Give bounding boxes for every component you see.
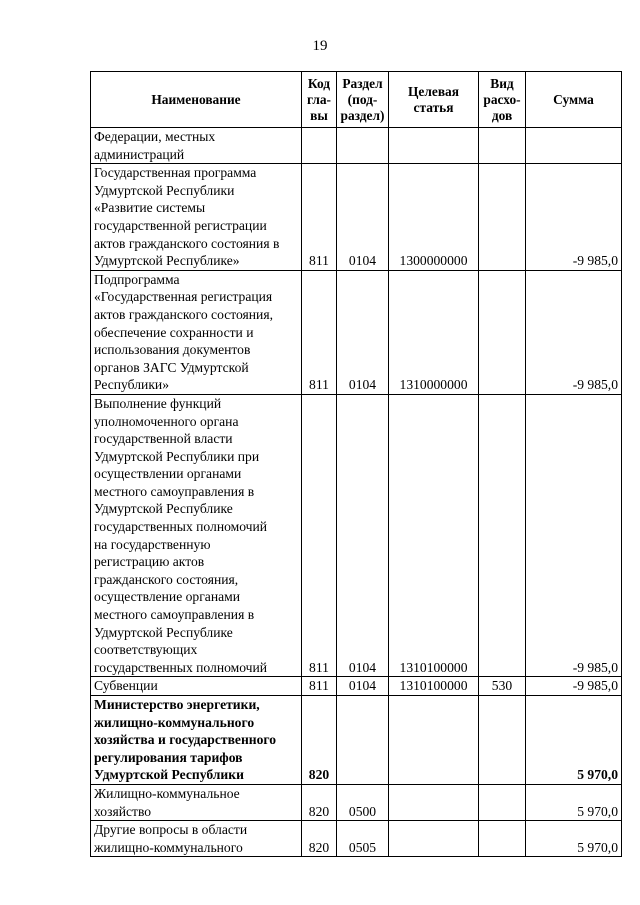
row-sum: -9 985,0	[526, 677, 622, 696]
row-section: 0104	[337, 164, 389, 271]
header-name-label: Наименование	[151, 91, 241, 107]
header-target: Целевая статья	[389, 72, 479, 128]
row-expense	[479, 270, 526, 394]
row-target	[389, 784, 479, 820]
row-sum: -9 985,0	[526, 394, 622, 677]
row-code: 811	[302, 164, 337, 271]
row-code: 820	[302, 821, 337, 857]
table-header-row	[91, 72, 622, 128]
header-sum-label: Сумма	[553, 91, 594, 107]
table-row	[91, 696, 622, 785]
row-section: 0104	[337, 270, 389, 394]
row-target: 1310000000	[389, 270, 479, 394]
table-row	[91, 677, 622, 696]
row-target	[389, 696, 479, 785]
row-target	[389, 128, 479, 164]
row-target	[389, 821, 479, 857]
row-expense	[479, 128, 526, 164]
row-code: 820	[302, 784, 337, 820]
row-section: 0500	[337, 784, 389, 820]
row-name: Субвенции	[91, 677, 302, 696]
row-code: 811	[302, 677, 337, 696]
row-section	[337, 696, 389, 785]
table-row	[91, 394, 622, 677]
header-name	[91, 72, 302, 128]
row-section: 0104	[337, 677, 389, 696]
row-expense	[479, 394, 526, 677]
table-row	[91, 784, 622, 820]
row-section: 0505	[337, 821, 389, 857]
row-code: 811	[302, 394, 337, 677]
row-sum	[526, 128, 622, 164]
table-row	[91, 164, 622, 271]
row-sum: -9 985,0	[526, 270, 622, 394]
table-row	[91, 128, 622, 164]
budget-table	[90, 71, 622, 857]
row-section	[337, 128, 389, 164]
table-row	[91, 821, 622, 857]
row-sum: 5 970,0	[526, 784, 622, 820]
row-name: Государственная программа Удмуртской Республики «Развитие системы государственной регистрации актов гражданского состояния в Удмуртской Республике»	[91, 164, 302, 271]
row-name: Другие вопросы в области жилищно-коммунального	[91, 821, 302, 857]
row-name: Жилищно-коммунальное хозяйство	[91, 784, 302, 820]
row-section: 0104	[337, 394, 389, 677]
row-sum: -9 985,0	[526, 164, 622, 271]
row-target: 1310100000	[389, 677, 479, 696]
row-expense	[479, 784, 526, 820]
row-sum: 5 970,0	[526, 821, 622, 857]
row-target: 1300000000	[389, 164, 479, 271]
row-expense	[479, 821, 526, 857]
row-expense	[479, 696, 526, 785]
row-expense	[479, 164, 526, 271]
row-name: Министерство энергетики, жилищно-коммунального хозяйства и государственного регулирования тарифов Удмуртской Республики	[91, 696, 302, 785]
table-body	[91, 128, 622, 857]
header-code: Код гла- вы	[302, 72, 337, 128]
row-code	[302, 128, 337, 164]
page-number: 19	[312, 38, 328, 54]
header-expense: Вид расхо- дов	[479, 72, 526, 128]
row-name: Подпрограмма «Государственная регистрация актов гражданского состояния, обеспечение сохранности и использования документов органов ЗАГС Удмуртской Республики»	[91, 270, 302, 394]
table-row	[91, 270, 622, 394]
row-sum: 5 970,0	[526, 696, 622, 785]
header-sum	[526, 72, 622, 128]
row-target: 1310100000	[389, 394, 479, 677]
row-name: Федерации, местных администраций	[91, 128, 302, 164]
row-expense: 530	[479, 677, 526, 696]
header-section: Раздел (под- раздел)	[337, 72, 389, 128]
row-code: 820	[302, 696, 337, 785]
row-code: 811	[302, 270, 337, 394]
row-name: Выполнение функций уполномоченного органа государственной власти Удмуртской Республики при осуществлении органами местного самоуправления в Удмуртской Республике государственных полномочий на государственную регистрацию актов гражданского состояния, осуществление органами местного самоуправления в Удмуртской Республике соответствующих государственных полномочий	[91, 394, 302, 677]
